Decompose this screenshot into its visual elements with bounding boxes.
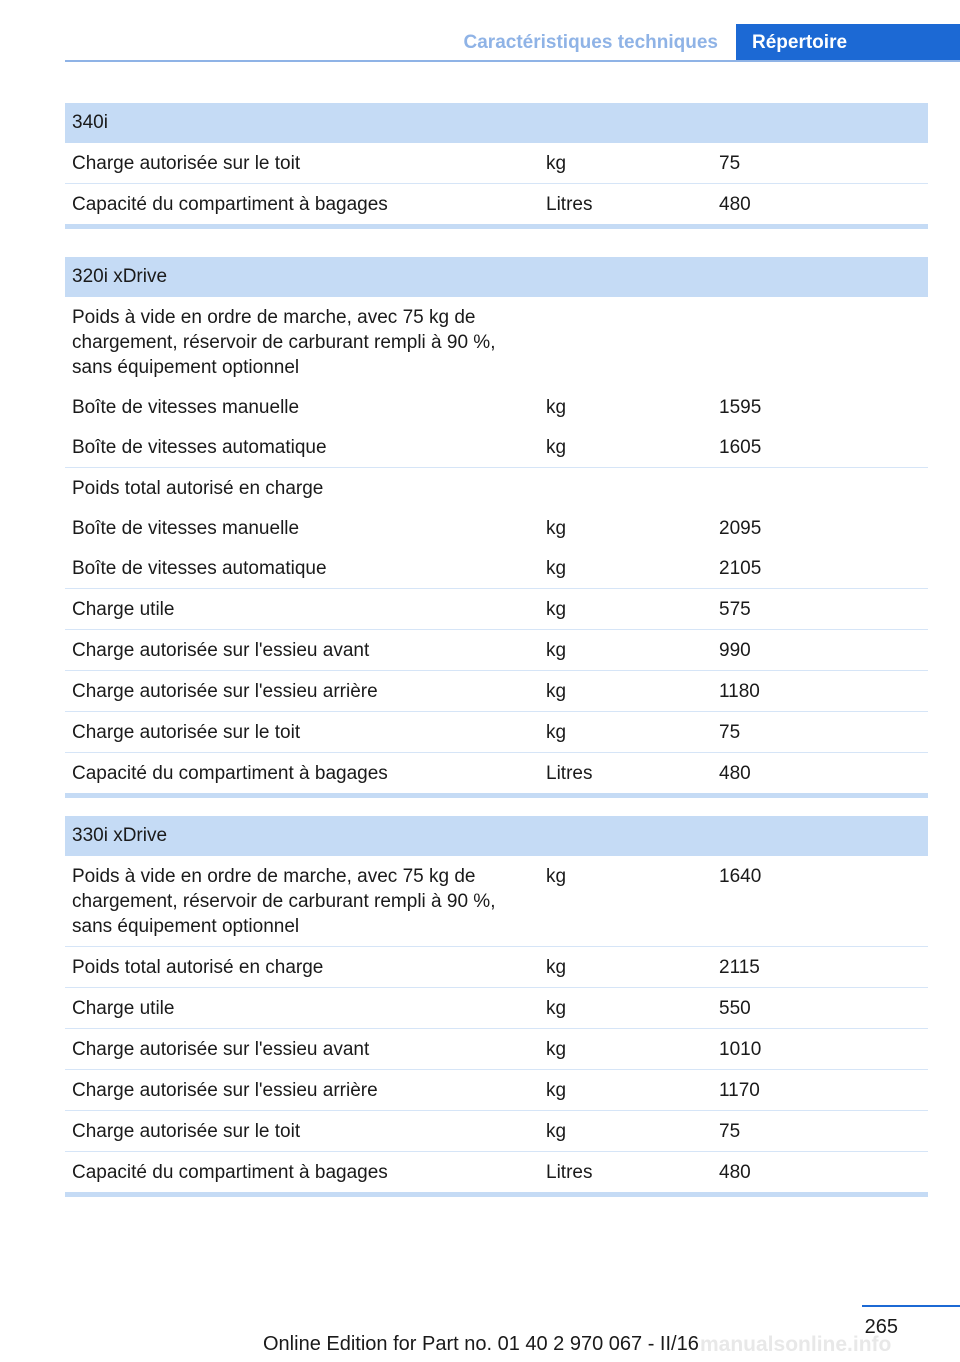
row-label: Capacité du compartiment à bagages — [72, 763, 388, 784]
table-row — [65, 589, 928, 630]
row-value: 1640 — [719, 866, 762, 887]
table-row — [65, 548, 928, 589]
row-value: 2115 — [719, 957, 760, 978]
row-value — [712, 468, 928, 508]
table-row — [65, 387, 928, 427]
table-row — [65, 947, 928, 988]
row-label: Charge autorisée sur l'essieu avant — [72, 640, 370, 661]
header-divider — [65, 60, 960, 62]
row-label: Charge autorisée sur le toit — [72, 722, 301, 743]
spec-table-340i — [65, 103, 928, 229]
footer-edition-text: Online Edition for Part no. 01 40 2 970 067 - II/16 — [263, 1333, 699, 1355]
table-row — [65, 508, 928, 548]
table-row — [65, 427, 928, 468]
table-row — [65, 468, 928, 508]
row-label: Charge autorisée sur le toit — [72, 1121, 301, 1142]
row-value: 480 — [719, 763, 751, 784]
row-label: Charge autorisée sur l'essieu arrière — [72, 681, 378, 702]
table-title: 340i — [65, 103, 928, 143]
table-row — [65, 856, 928, 947]
table-row — [65, 712, 928, 753]
row-unit: kg — [546, 558, 567, 579]
row-label: Boîte de vitesses automatique — [72, 437, 327, 458]
table-row — [65, 630, 928, 671]
row-unit: kg — [546, 1039, 567, 1060]
row-label: Charge utile — [72, 998, 175, 1019]
footer-divider — [862, 1305, 960, 1307]
row-unit: kg — [546, 998, 567, 1019]
row-unit: Litres — [546, 1162, 593, 1183]
table-row — [65, 988, 928, 1029]
row-label: Capacité du compartiment à bagages — [72, 1162, 388, 1183]
row-unit: kg — [546, 599, 567, 620]
row-label: Charge autorisée sur le toit — [72, 153, 301, 174]
table-row — [65, 671, 928, 712]
row-value: 1595 — [719, 397, 762, 418]
row-value: 1170 — [719, 1080, 760, 1101]
row-value: 575 — [719, 599, 751, 620]
row-label: Poids à vide en ordre de marche, avec 75 kg de chargement, réservoir de carburant rempli à 90 %, sans équipement optionnel — [72, 307, 496, 378]
row-unit: kg — [546, 437, 567, 458]
row-value: 480 — [719, 1162, 751, 1183]
row-unit: kg — [546, 518, 567, 539]
row-value: 550 — [719, 998, 751, 1019]
page-number: 265 — [864, 1316, 898, 1338]
row-value: 1605 — [719, 437, 762, 458]
header-section-title: Caractéristiques techniques — [463, 32, 718, 53]
row-label: Charge autorisée sur l'essieu arrière — [72, 1080, 378, 1101]
spec-table-330i-xdrive — [65, 816, 928, 1197]
header-chapter-tab: Répertoire — [736, 24, 960, 62]
row-unit: kg — [546, 1121, 567, 1142]
row-unit: kg — [546, 153, 567, 174]
row-label: Boîte de vitesses automatique — [72, 558, 327, 579]
table-row — [65, 1070, 928, 1111]
row-label: Boîte de vitesses manuelle — [72, 397, 300, 418]
row-label: Poids à vide en ordre de marche, avec 75 kg de chargement, réservoir de carburant rempli à 90 %, sans équipement optionnel — [72, 866, 496, 937]
table-row — [65, 753, 928, 793]
row-unit: kg — [546, 1080, 567, 1101]
row-unit: kg — [546, 866, 567, 887]
row-label: Charge autorisée sur l'essieu avant — [72, 1039, 370, 1060]
spec-table-320i-xdrive — [65, 257, 928, 798]
row-label: Poids total autorisé en charge — [72, 957, 324, 978]
row-value: 990 — [719, 640, 751, 661]
row-label: Poids total autorisé en charge — [72, 478, 324, 499]
table-end-bar — [65, 793, 928, 798]
row-value: 75 — [719, 153, 741, 174]
row-value: 2095 — [719, 518, 762, 539]
row-unit: Litres — [546, 194, 593, 215]
row-label: Capacité du compartiment à bagages — [72, 194, 388, 215]
row-unit: kg — [546, 722, 567, 743]
row-value: 1180 — [719, 681, 760, 702]
row-value: 75 — [719, 1121, 741, 1142]
row-unit — [539, 468, 712, 508]
table-title: 330i xDrive — [65, 816, 928, 856]
table-row — [65, 297, 928, 387]
watermark: manualsonline.info — [700, 1333, 892, 1356]
table-end-bar — [65, 1192, 928, 1197]
row-unit: kg — [546, 640, 567, 661]
table-title: 320i xDrive — [65, 257, 928, 297]
table-end-bar — [65, 224, 928, 229]
row-unit — [539, 297, 712, 387]
row-unit: kg — [546, 397, 567, 418]
table-row — [65, 143, 928, 184]
row-unit: kg — [546, 681, 567, 702]
row-unit: kg — [546, 957, 567, 978]
row-value: 2105 — [719, 558, 762, 579]
table-row — [65, 184, 928, 224]
row-value: 1010 — [719, 1039, 762, 1060]
row-label: Charge utile — [72, 599, 175, 620]
row-value: 480 — [719, 194, 751, 215]
row-value: 75 — [719, 722, 741, 743]
row-label: Boîte de vitesses manuelle — [72, 518, 300, 539]
table-row — [65, 1152, 928, 1192]
row-unit: Litres — [546, 763, 593, 784]
row-value — [712, 297, 928, 387]
table-row — [65, 1029, 928, 1070]
table-row — [65, 1111, 928, 1152]
